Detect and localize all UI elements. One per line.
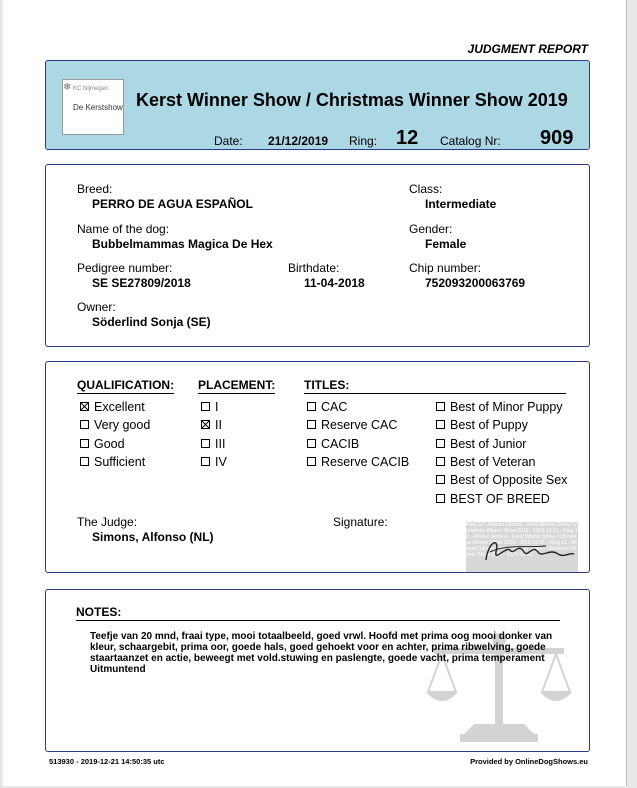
title-option xyxy=(436,400,563,414)
qualification-option-label: Good xyxy=(94,436,125,451)
checkbox-icon xyxy=(307,402,316,411)
title-option xyxy=(307,418,397,432)
report-page xyxy=(3,0,627,786)
qualification-option-label: Very good xyxy=(94,418,151,433)
logo-line2: De Kerstshow xyxy=(73,103,123,112)
dog-info xyxy=(45,164,590,347)
placement-option xyxy=(201,455,227,469)
judge-value: Simons, Alfonso (NL) xyxy=(92,530,214,544)
notes-section xyxy=(45,589,590,752)
placement-option xyxy=(201,437,225,451)
breed-label: Breed: xyxy=(77,182,113,196)
class-label: Class: xyxy=(409,182,443,196)
gender-label: Gender: xyxy=(409,222,453,236)
placement-option xyxy=(201,400,218,414)
title-option xyxy=(436,437,526,451)
catalog-value: 909 xyxy=(540,127,574,149)
owner-label: Owner: xyxy=(77,300,116,314)
show-title: Kerst Winner Show / Christmas Winner Show 2019 xyxy=(136,90,568,110)
catalog-label: Catalog Nr: xyxy=(440,134,501,148)
report-title: JUDGMENT REPORT xyxy=(467,42,588,56)
qualification-option xyxy=(80,400,145,414)
footer-id-timestamp: 513930 - 2019-12-21 14:50:35 utc xyxy=(49,757,165,766)
breed-value: PERRO DE AGUA ESPAÑOL xyxy=(92,197,253,211)
checkbox-icon xyxy=(80,457,89,466)
checkbox-icon xyxy=(436,439,445,448)
placement-option-label: II xyxy=(215,418,222,433)
title-option-label: BEST OF BREED xyxy=(450,491,550,506)
title-option xyxy=(436,492,550,506)
checkbox-icon xyxy=(80,439,89,448)
title-option-label: Reserve CACIB xyxy=(321,454,410,469)
checkbox-icon xyxy=(436,494,445,503)
show-header xyxy=(45,60,590,150)
class-value: Intermediate xyxy=(425,197,497,211)
checkbox-icon xyxy=(436,402,445,411)
results-section xyxy=(45,361,590,573)
title-option xyxy=(307,400,347,414)
dog-name-label: Name of the dog: xyxy=(77,222,170,236)
gender-value: Female xyxy=(425,237,467,251)
owner-value: Söderlind Sonja (SE) xyxy=(92,315,211,329)
checkbox-icon xyxy=(307,457,316,466)
pedigree-value: SE SE27809/2018 xyxy=(92,276,191,290)
footer-provider: Provided by OnlineDogShows.eu xyxy=(470,757,588,766)
qualification-heading: QUALIFICATION: xyxy=(77,378,175,392)
title-option xyxy=(436,455,535,469)
judge-signature xyxy=(466,522,578,572)
critique-text: Teefje van 20 mnd, fraai type, mooi totaalbeeld, goed vrwl. Hoofd met prima oog mooi donker van kleur, schaargebit, prima oor, goede hals, goed gehoekt voor en achter, prima ribwelving, goede staartaanzet en actie, beweegt met vold.stuwing en paslengte, goede vacht, prima temperament xyxy=(90,631,553,664)
chip-label: Chip number: xyxy=(409,261,482,275)
pedigree-label: Pedigree number: xyxy=(77,261,173,275)
signature-watermark: Ring 12 - Alfonso Simons - Kerst Winner Show / Christmas Winner Show 2019 - 2019-12-21 - Ring 12 - Alfonso Simons - Kerst Winner Show / Christmas Winner Show 2019 - 2019-12-21 - Ring 12 - Alfonso Simons - Kerst Winner Show / Christmas Winner Show 2019 - 2019-12-21 xyxy=(466,522,578,558)
dog-name-value: Bubbelmammas Magica De Hex xyxy=(92,237,273,251)
notes-heading: NOTES: xyxy=(76,605,560,621)
title-option-label: Best of Junior xyxy=(450,436,527,451)
title-option-label: Reserve CAC xyxy=(321,418,398,433)
birthdate-value: 11-04-2018 xyxy=(304,276,365,290)
judge-label: The Judge: xyxy=(77,515,138,529)
qualification-option xyxy=(80,455,145,469)
checkbox-icon xyxy=(436,457,445,466)
title-option xyxy=(436,473,567,487)
checkbox-icon xyxy=(436,420,445,429)
title-option-label: CACIB xyxy=(321,436,360,451)
checkbox-icon xyxy=(201,439,210,448)
chip-value: 752093200063769 xyxy=(425,276,526,290)
placement-option-label: III xyxy=(215,436,226,451)
placement-option xyxy=(201,418,222,432)
placement-option-label: IV xyxy=(215,454,227,469)
title-option-label: Best of Opposite Sex xyxy=(450,473,568,488)
title-option-label: Best of Veteran xyxy=(450,454,536,469)
placement-option-label: I xyxy=(215,400,219,414)
checkbox-icon xyxy=(307,420,316,429)
checked-box-icon xyxy=(80,402,89,411)
notes-text xyxy=(90,631,560,675)
checkbox-icon xyxy=(436,475,445,484)
date-value: 21/12/2019 xyxy=(268,134,329,148)
birthdate-label: Birthdate: xyxy=(288,261,340,275)
tree-icon: ❄ xyxy=(63,82,72,93)
title-option-label: Best of Minor Puppy xyxy=(450,400,563,414)
qualification-option xyxy=(80,418,150,432)
title-option-label: CAC xyxy=(321,400,348,414)
title-option xyxy=(436,418,528,432)
logo-line1: KC Nijmegen xyxy=(73,86,109,92)
placement-heading: PLACEMENT: xyxy=(198,378,276,392)
checkbox-icon xyxy=(201,457,210,466)
checkbox-icon xyxy=(201,402,210,411)
title-option xyxy=(307,437,359,451)
titles-heading: TITLES: xyxy=(304,378,566,394)
show-logo xyxy=(62,79,124,135)
checkbox-icon xyxy=(307,439,316,448)
qualification-option xyxy=(80,437,125,451)
date-label: Date: xyxy=(214,134,243,148)
signature-scribble-icon xyxy=(466,522,578,572)
qualification-option-label: Sufficient xyxy=(94,454,146,469)
checkbox-icon xyxy=(80,420,89,429)
ring-value: 12 xyxy=(396,127,419,149)
title-option xyxy=(307,455,409,469)
signature-label: Signature: xyxy=(333,515,388,529)
qualification-option-label: Excellent xyxy=(94,400,145,414)
verdict-text: Uitmuntend xyxy=(90,664,146,675)
checked-box-icon xyxy=(201,420,210,429)
ring-label: Ring: xyxy=(349,134,378,148)
title-option-label: Best of Puppy xyxy=(450,418,528,433)
